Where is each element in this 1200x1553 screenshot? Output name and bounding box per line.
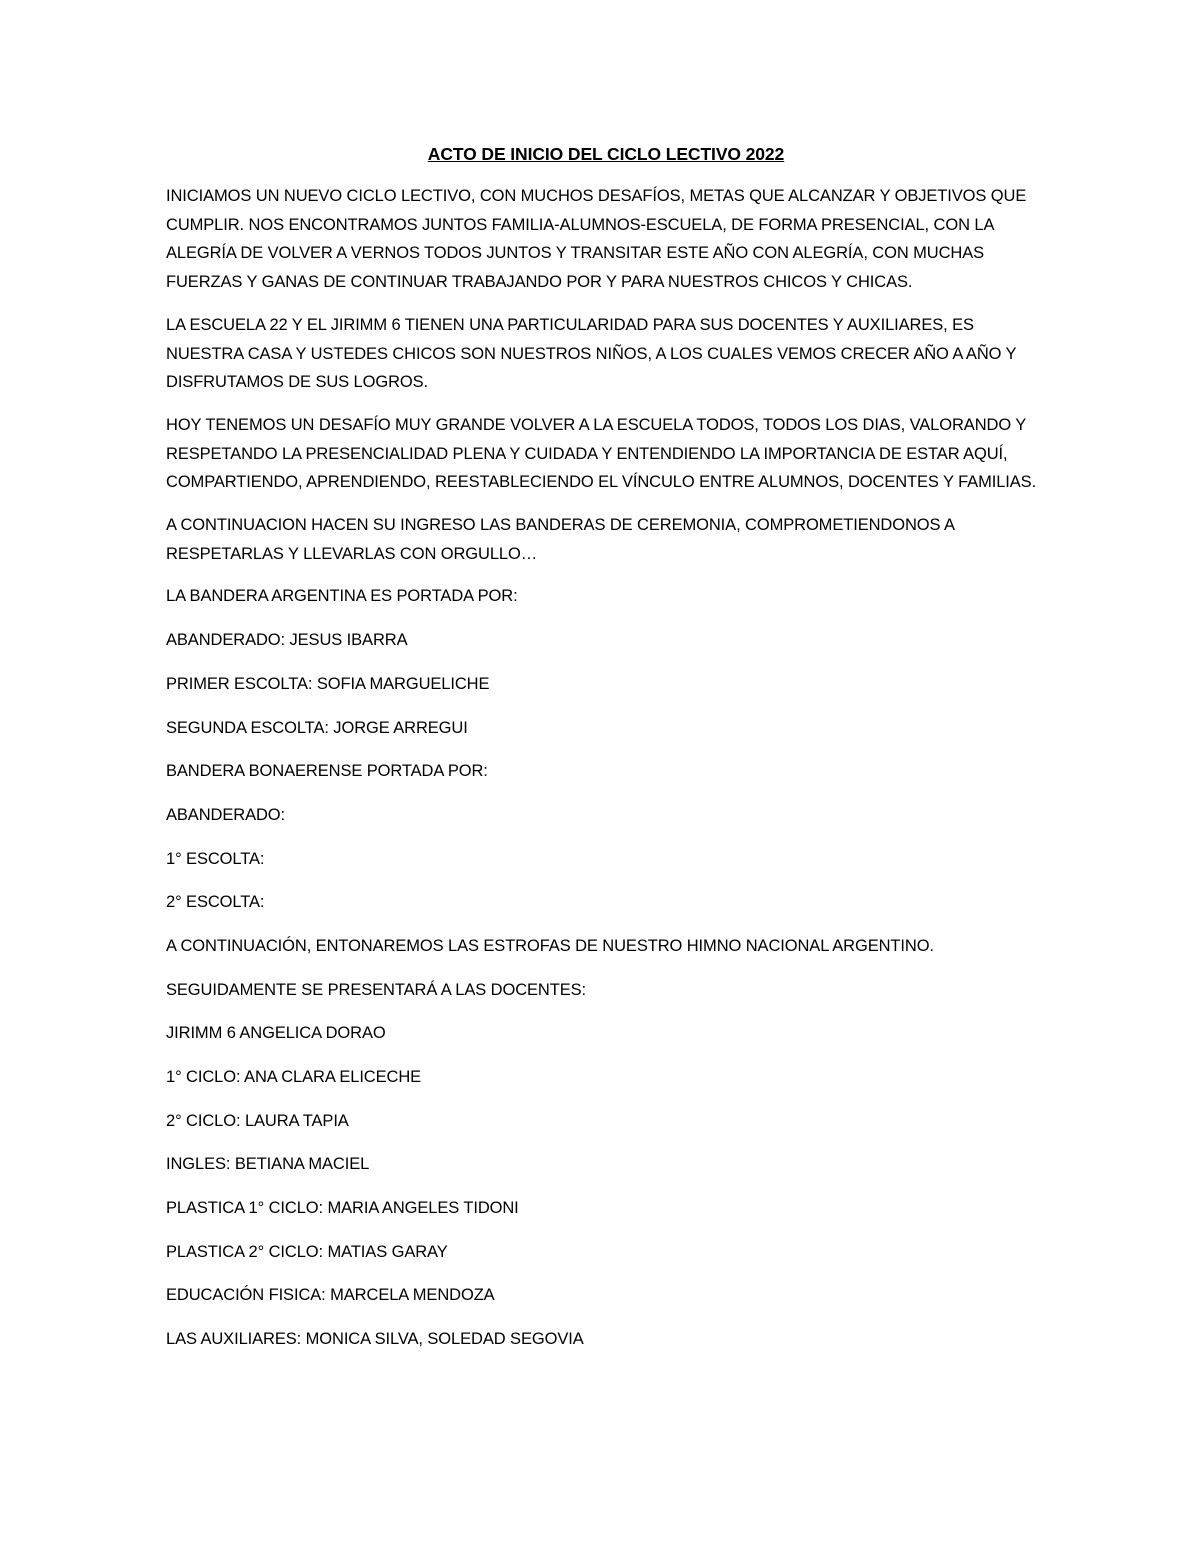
line-teacher-art-2: PLASTICA 2° CICLO: MATIAS GARAY <box>166 1242 448 1261</box>
line-teacher-english: INGLES: BETIANA MACIEL <box>166 1155 370 1174</box>
paragraph-school: LA ESCUELA 22 Y EL JIRIMM 6 TIENEN UNA PARTICULARIDAD PARA SUS DOCENTES Y AUXILIARES, ES NUESTRA CASA Y USTEDES CHICOS SON NUESTROS NIÑOS, A LOS CUALES VEMOS CRECER AÑO A AÑO Y DISFRUTAMOS DE SUS LOGROS. <box>166 315 1017 392</box>
line-teacher-art-1: PLASTICA 1° CICLO: MARIA ANGELES TIDONI <box>166 1199 519 1218</box>
line-teacher-jirimm: JIRIMM 6 ANGELICA DORAO <box>166 1024 386 1043</box>
document-title: ACTO DE INICIO DEL CICLO LECTIVO 2022 <box>427 144 785 164</box>
line-teachers-intro: SEGUIDAMENTE SE PRESENTARÁ A LAS DOCENTES: <box>166 980 587 999</box>
line-flag-bearer-2: ABANDERADO: <box>166 805 286 824</box>
paragraph-intro: INICIAMOS UN NUEVO CICLO LECTIVO, CON MUCHOS DESAFÍOS, METAS QUE ALCANZAR Y OBJETIVOS QUE CUMPLIR. NOS ENCONTRAMOS JUNTOS FAMILIA-ALUMNOS-ESCUELA, DE FORMA PRESENCIAL, CON LA ALEGRÍA DE VOLVER A VERNOS TODOS JUNTOS Y TRANSITAR ESTE AÑO CON ALEGRÍA, CON MUCHAS FUERZAS Y GANAS DE CONTINUAR TRABAJANDO POR Y PARA NUESTROS CHICOS Y CHICAS. <box>166 187 1027 292</box>
line-teacher-cycle-1: 1° CICLO: ANA CLARA ELICECHE <box>166 1068 422 1086</box>
line-first-escort-2: 1° ESCOLTA: <box>166 849 265 868</box>
line-first-escort-1: PRIMER ESCOLTA: SOFIA MARGUELICHE <box>166 674 490 693</box>
paragraph-challenge: HOY TENEMOS UN DESAFÍO MUY GRANDE VOLVER A LA ESCUELA TODOS, TODOS LOS DIAS, VALORANDO Y RESPETANDO LA PRESENCIALIDAD PLENA Y CUIDADA Y ENTENDIENDO LA IMPORTANCIA DE ESTAR AQUÍ, COMPARTIENDO, APRENDIENDO, REESTABLECIENDO EL VÍNCULO ENTRE ALUMNOS, DOCENTES Y FAMILIAS. <box>166 415 1037 492</box>
line-argentine-flag: LA BANDERA ARGENTINA ES PORTADA POR: <box>166 587 518 606</box>
line-anthem: A CONTINUACIÓN, ENTONAREMOS LAS ESTROFAS DE NUESTRO HIMNO NACIONAL ARGENTINO. <box>166 936 934 955</box>
line-teacher-pe: EDUCACIÓN FISICA: MARCELA MENDOZA <box>166 1286 495 1305</box>
line-bonaerense-flag: BANDERA BONAERENSE PORTADA POR: <box>166 762 488 781</box>
line-flag-bearer-1: ABANDERADO: JESUS IBARRA <box>166 631 408 650</box>
paragraph-flags: A CONTINUACION HACEN SU INGRESO LAS BANDERAS DE CEREMONIA, COMPROMETIENDONOS A RESPETARLAS Y LLEVARLAS CON ORGULLO… <box>166 516 954 563</box>
line-teacher-cycle-2: 2° CICLO: LAURA TAPIA <box>166 1111 349 1130</box>
document-body <box>166 140 1046 1369</box>
line-second-escort-1: SEGUNDA ESCOLTA: JORGE ARREGUI <box>166 718 468 737</box>
line-second-escort-2: 2° ESCOLTA: <box>166 893 265 912</box>
line-auxiliaries: LAS AUXILIARES: MONICA SILVA, SOLEDAD SEGOVIA <box>166 1330 584 1349</box>
